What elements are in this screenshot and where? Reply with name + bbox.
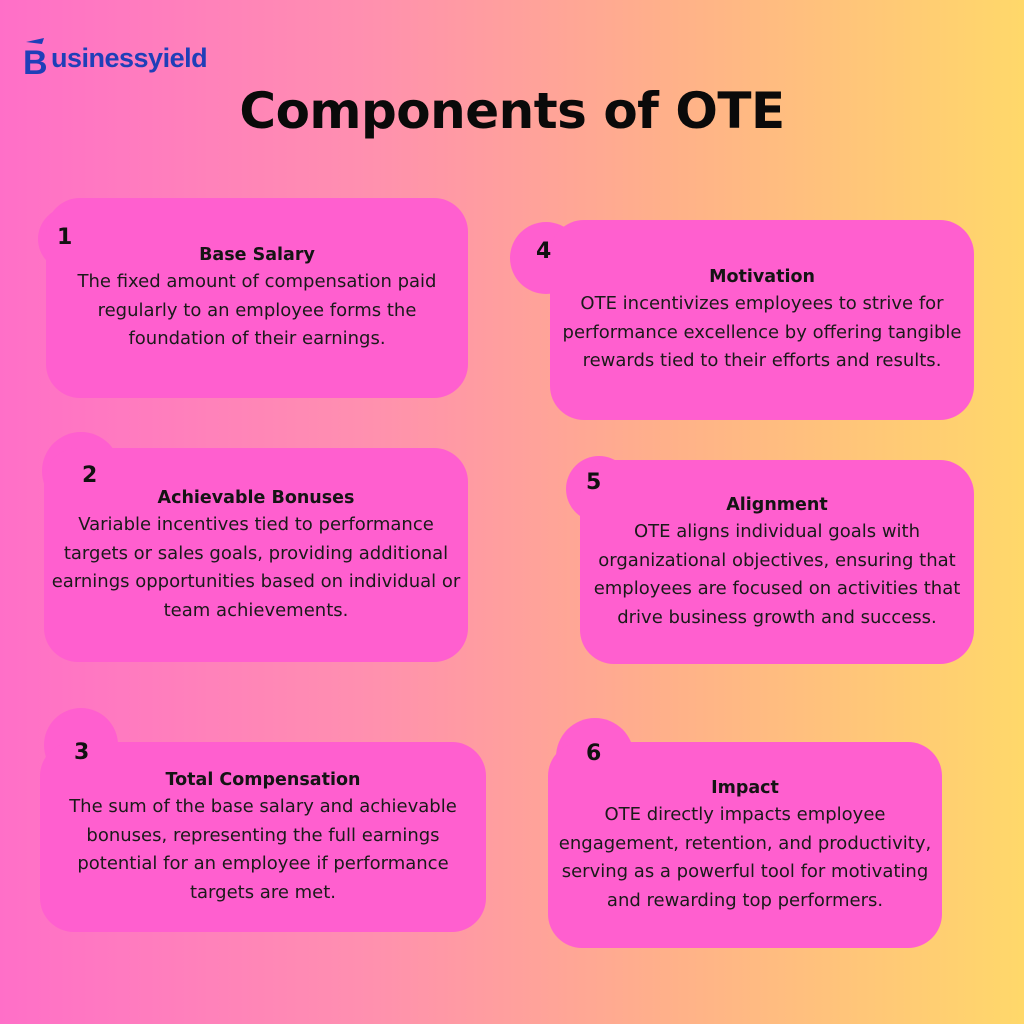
card-title: Total Compensation — [165, 770, 361, 790]
page-title: Components of OTE — [239, 82, 785, 140]
card-title: Impact — [711, 778, 779, 798]
card-title: Motivation — [709, 267, 815, 287]
card-number: 4 — [536, 239, 552, 264]
card-number: 5 — [586, 470, 602, 495]
card-description: OTE incentivizes employees to strive for performance excellence by offering tangible rewards tied to their efforts and results. — [562, 293, 962, 371]
card-title: Alignment — [726, 495, 828, 515]
brand-b-mark-icon — [22, 38, 52, 78]
card-impact — [548, 742, 942, 948]
svg-text:B: B — [23, 44, 48, 80]
card-description: The fixed amount of compensation paid regularly to an employee forms the foundation of their earnings. — [77, 271, 437, 349]
card-title: Base Salary — [199, 245, 315, 265]
card-description: Variable incentives tied to performance targets or sales goals, providing additional earnings opportunities based on individual or team achievements. — [51, 514, 461, 621]
brand-logo — [22, 38, 207, 78]
card-number: 6 — [586, 741, 602, 766]
card-base-salary — [46, 198, 468, 398]
card-achievable-bonuses — [44, 448, 468, 662]
card-title: Achievable Bonuses — [157, 488, 355, 508]
card-motivation — [550, 220, 974, 420]
card-description: OTE directly impacts employee engagement, retention, and productivity, serving as a powerful tool for motivating and rewarding top performers. — [558, 804, 932, 911]
brand-name: usinessyield — [51, 42, 208, 73]
card-number: 2 — [82, 463, 98, 488]
card-description: The sum of the base salary and achievable bonuses, representing the full earnings potential for an employee if performance targets are met. — [69, 796, 457, 903]
card-alignment — [580, 460, 974, 664]
card-number: 1 — [57, 225, 73, 250]
card-total-compensation — [40, 742, 486, 932]
card-number: 3 — [74, 740, 90, 765]
card-description: OTE aligns individual goals with organizational objectives, ensuring that employees are focused on activities that drive business growth and success. — [593, 521, 961, 628]
